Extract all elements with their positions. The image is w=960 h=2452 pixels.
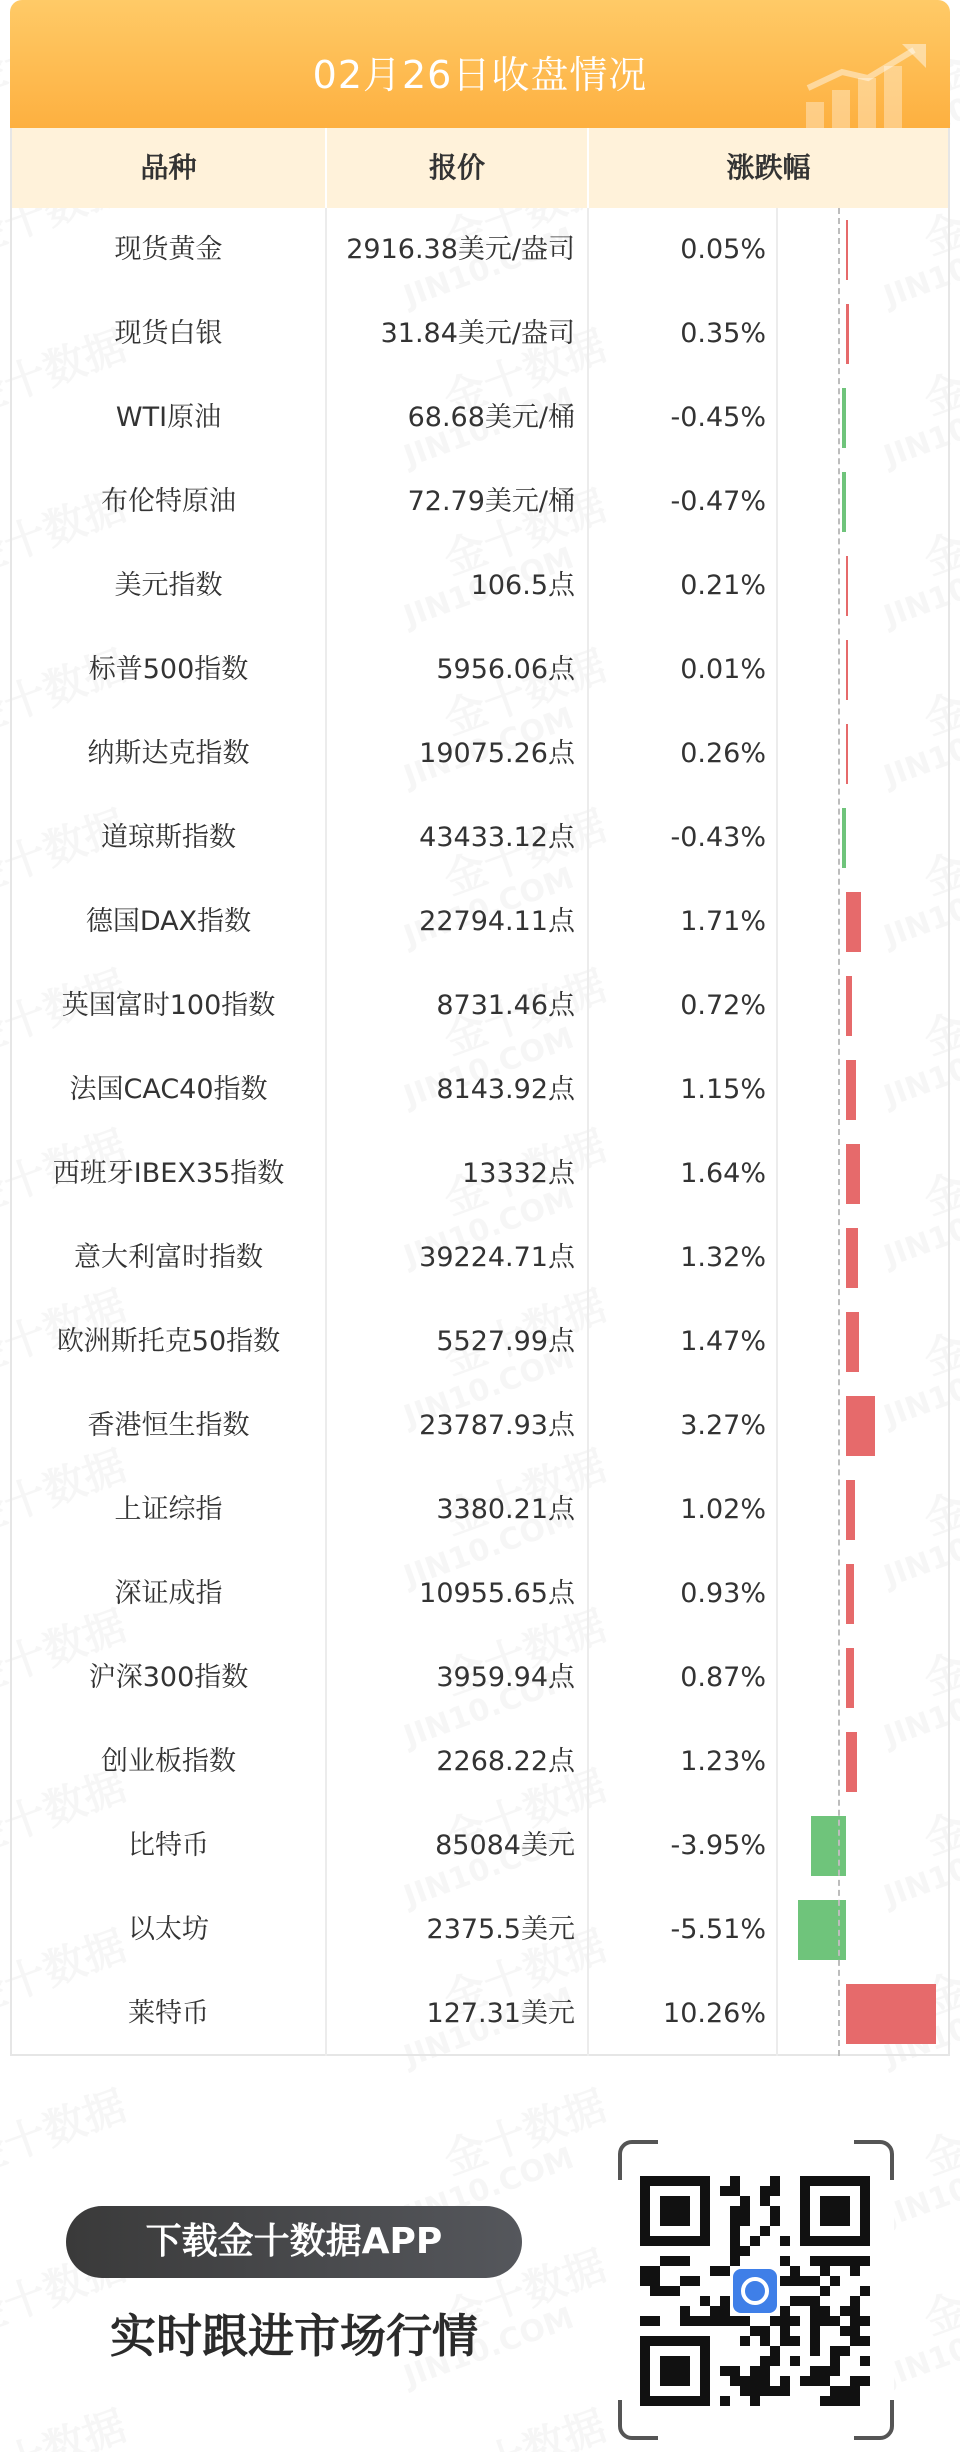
instrument-name: 道琼斯指数 (12, 796, 327, 880)
change-percent: -0.45% (589, 376, 778, 460)
change-bar-negative (811, 1816, 846, 1876)
instrument-name: 美元指数 (12, 544, 327, 628)
change-bar-positive (846, 304, 849, 364)
instrument-name: 意大利富时指数 (12, 1216, 327, 1300)
change-percent: 1.71% (589, 880, 778, 964)
instrument-price: 2375.5美元 (327, 1888, 589, 1972)
change-percent: -5.51% (589, 1888, 778, 1972)
change-percent: 1.47% (589, 1300, 778, 1384)
change-percent: 0.87% (589, 1636, 778, 1720)
table-row (12, 1048, 948, 1132)
change-percent: 3.27% (589, 1384, 778, 1468)
table-row (12, 1468, 948, 1552)
change-bar-cell (778, 292, 948, 376)
change-percent: -0.47% (589, 460, 778, 544)
table-row (12, 628, 948, 712)
instrument-price: 8731.46点 (327, 964, 589, 1048)
change-bar-positive (846, 1648, 854, 1708)
instrument-name: 沪深300指数 (12, 1636, 327, 1720)
change-bar-cell (778, 460, 948, 544)
instrument-price: 31.84美元/盎司 (327, 292, 589, 376)
change-bar-cell (778, 1972, 948, 2056)
change-bar-cell (778, 1888, 948, 1972)
zero-axis-line (838, 208, 840, 2056)
watermark-logo (915, 2073, 960, 2187)
change-bar-positive (846, 220, 848, 280)
change-bar-cell (778, 1804, 948, 1888)
qr-code[interactable] (618, 2140, 894, 2440)
instrument-name: 现货黄金 (12, 208, 327, 292)
table-row (12, 880, 948, 964)
instrument-price: 13332点 (327, 1132, 589, 1216)
instrument-name: WTI原油 (12, 376, 327, 460)
change-percent: 1.64% (589, 1132, 778, 1216)
instrument-name: 深证成指 (12, 1552, 327, 1636)
instrument-price: 3380.21点 (327, 1468, 589, 1552)
instrument-price: 8143.92点 (327, 1048, 589, 1132)
instrument-price: 72.79美元/桶 (327, 460, 589, 544)
download-app-button[interactable]: 下载金十数据APP (66, 2206, 522, 2278)
tagline: 实时跟进市场行情 (110, 2309, 478, 2363)
change-bar-negative (842, 472, 846, 532)
watermark-logo (0, 2393, 133, 2452)
instrument-price: 5527.99点 (327, 1300, 589, 1384)
table-row (12, 712, 948, 796)
change-percent: 1.02% (589, 1468, 778, 1552)
instrument-name: 创业板指数 (12, 1720, 327, 1804)
change-bar-positive (846, 1564, 854, 1624)
change-bar-cell (778, 1132, 948, 1216)
change-bar-positive (846, 1144, 860, 1204)
table-row (12, 964, 948, 1048)
change-bar-cell (778, 544, 948, 628)
instrument-price: 5956.06点 (327, 628, 589, 712)
instrument-name: 英国富时100指数 (12, 964, 327, 1048)
change-bar-cell (778, 880, 948, 964)
change-bar-positive (846, 976, 852, 1036)
instrument-price: 10955.65点 (327, 1552, 589, 1636)
instrument-price: 68.68美元/桶 (327, 376, 589, 460)
instrument-name: 德国DAX指数 (12, 880, 327, 964)
change-bar-cell (778, 1048, 948, 1132)
change-bar-positive (846, 556, 848, 616)
change-bar-cell (778, 712, 948, 796)
change-bar-cell (778, 1720, 948, 1804)
instrument-price: 19075.26点 (327, 712, 589, 796)
table-row (12, 544, 948, 628)
change-bar-positive (846, 640, 848, 700)
instrument-name: 莱特币 (12, 1972, 327, 2056)
header-banner (10, 0, 950, 128)
change-percent: 0.72% (589, 964, 778, 1048)
instrument-price: 127.31美元 (327, 1972, 589, 2056)
table-row (12, 1132, 948, 1216)
change-bar-cell (778, 1300, 948, 1384)
table-row (12, 208, 948, 292)
table-row (12, 1888, 948, 1972)
change-bar-negative (842, 808, 846, 868)
change-percent: 0.01% (589, 628, 778, 712)
watermark-logo (0, 2073, 133, 2187)
change-bar-cell (778, 376, 948, 460)
instrument-name: 法国CAC40指数 (12, 1048, 327, 1132)
change-percent: 0.35% (589, 292, 778, 376)
instrument-name: 标普500指数 (12, 628, 327, 712)
change-bar-cell (778, 1384, 948, 1468)
change-bar-cell (778, 1552, 948, 1636)
instrument-price: 106.5点 (327, 544, 589, 628)
change-percent: -0.43% (589, 796, 778, 880)
table-row (12, 460, 948, 544)
table-header (12, 128, 948, 208)
table-row (12, 1636, 948, 1720)
instrument-name: 欧洲斯托克50指数 (12, 1300, 327, 1384)
instrument-name: 比特币 (12, 1804, 327, 1888)
instrument-name: 西班牙IBEX35指数 (12, 1132, 327, 1216)
table-row (12, 1384, 948, 1468)
column-header-name: 品种 (12, 128, 327, 208)
change-bar-negative (842, 388, 846, 448)
change-percent: 0.21% (589, 544, 778, 628)
table-row (12, 1300, 948, 1384)
column-header-change: 涨跌幅 (726, 151, 811, 184)
instrument-name: 现货白银 (12, 292, 327, 376)
change-bar-positive (846, 1060, 856, 1120)
instrument-price: 3959.94点 (327, 1636, 589, 1720)
instrument-price: 43433.12点 (327, 796, 589, 880)
instrument-name: 香港恒生指数 (12, 1384, 327, 1468)
change-bar-positive (846, 1984, 936, 2044)
watermark-logo (915, 2233, 960, 2347)
change-percent: 1.15% (589, 1048, 778, 1132)
change-bar-positive (846, 892, 861, 952)
instrument-price: 22794.11点 (327, 880, 589, 964)
change-bar-cell (778, 1636, 948, 1720)
watermark-logo (435, 2073, 613, 2187)
instrument-price: 23787.93点 (327, 1384, 589, 1468)
instrument-price: 2916.38美元/盎司 (327, 208, 589, 292)
change-bar-cell (778, 964, 948, 1048)
instrument-name: 上证综指 (12, 1468, 327, 1552)
change-percent: 10.26% (589, 1972, 778, 2056)
watermark-logo (435, 2393, 613, 2452)
table-row (12, 376, 948, 460)
change-bar-positive (846, 1228, 858, 1288)
instrument-price: 39224.71点 (327, 1216, 589, 1300)
table-row (12, 796, 948, 880)
table-body (12, 208, 948, 2056)
table-row (12, 1720, 948, 1804)
change-percent: 0.93% (589, 1552, 778, 1636)
change-bar-cell (778, 208, 948, 292)
change-bar-positive (846, 1396, 875, 1456)
table-row (12, 1972, 948, 2056)
instrument-price: 2268.22点 (327, 1720, 589, 1804)
instrument-name: 纳斯达克指数 (12, 712, 327, 796)
market-table (10, 128, 950, 2056)
change-percent: 0.05% (589, 208, 778, 292)
instrument-price: 85084美元 (327, 1804, 589, 1888)
trend-up-icon (802, 44, 932, 128)
change-bar-cell (778, 628, 948, 712)
change-bar-cell (778, 1216, 948, 1300)
change-bar-positive (846, 1312, 859, 1372)
change-bar-positive (846, 1480, 855, 1540)
table-row (12, 292, 948, 376)
change-percent: 1.32% (589, 1216, 778, 1300)
page-title: 02月26日收盘情况 (312, 53, 648, 97)
change-percent: 0.26% (589, 712, 778, 796)
instrument-name: 以太坊 (12, 1888, 327, 1972)
change-bar-cell (778, 1468, 948, 1552)
watermark-logo (915, 2393, 960, 2452)
table-row (12, 1552, 948, 1636)
instrument-name: 布伦特原油 (12, 460, 327, 544)
table-row (12, 1804, 948, 1888)
change-bar-positive (846, 724, 848, 784)
change-bar-cell (778, 796, 948, 880)
change-percent: -3.95% (589, 1804, 778, 1888)
change-percent: 1.23% (589, 1720, 778, 1804)
column-header-price: 报价 (327, 128, 589, 208)
change-bar-positive (846, 1732, 857, 1792)
table-row (12, 1216, 948, 1300)
